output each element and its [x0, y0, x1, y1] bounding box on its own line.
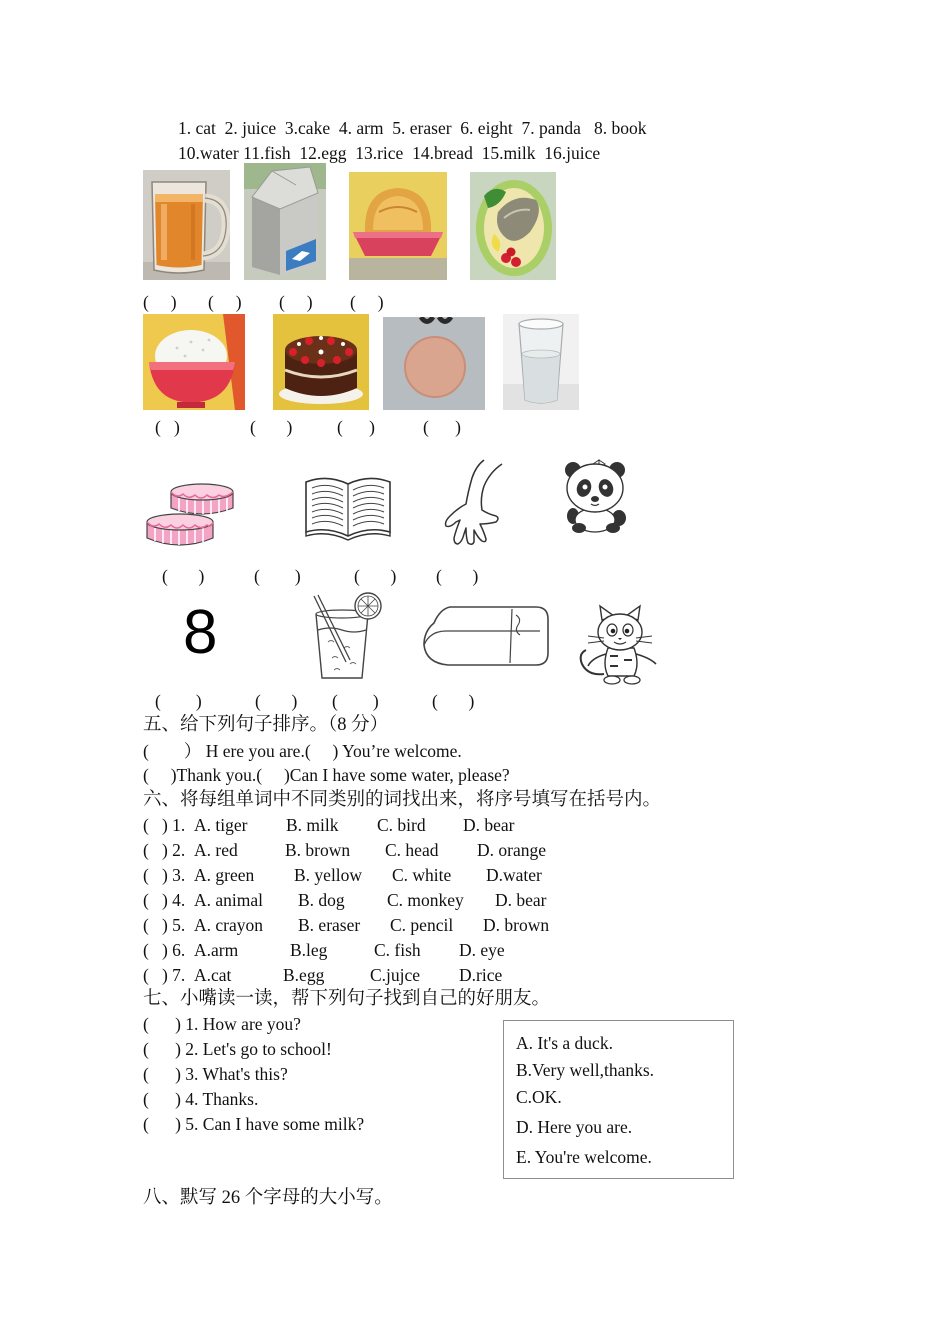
matching-question-5: ( ) 5. Can I have some milk? [143, 1114, 365, 1134]
question-row-5 [143, 914, 663, 936]
option-a: A. tiger [194, 815, 248, 835]
option-d: D. brown [483, 915, 550, 935]
option-d: D.rice [459, 965, 503, 985]
section-5-line-1: ( ） H ere you are.( ) You’re welcome. [143, 741, 462, 761]
answer-bracket: ( ) [337, 417, 375, 437]
answer-bracket: ( ) [332, 691, 379, 711]
arm-drawing [440, 458, 507, 546]
option-c: C.jujce [370, 965, 421, 985]
option-b: B. eraser [298, 915, 361, 935]
option-b: B.leg [290, 940, 328, 960]
option-d: D. eye [459, 940, 505, 960]
number-eight: 8 [183, 598, 218, 667]
answer-bracket: ( ) [155, 417, 180, 437]
answer-bracket: ( ) [432, 691, 475, 711]
answer-bracket: ( ) [279, 292, 313, 312]
word-bank-line-1: 1. cat 2. juice 3.cake 4. arm 5. eraser 6. eight 7. panda 8. book [178, 118, 647, 138]
question-number: ( ) 2. [143, 840, 186, 860]
panda-drawing [555, 458, 635, 534]
option-c: C. monkey [387, 890, 464, 910]
option-a: A. animal [194, 890, 264, 910]
cat-drawing [574, 604, 666, 686]
cakes-drawing [143, 478, 237, 550]
word-bank-line-2: 10.water 11.fish 12.egg 13.rice 14.bread 15.milk 16.juice [178, 143, 601, 163]
option-b: B. brown [285, 840, 351, 860]
answer-bracket: ( ) [254, 566, 301, 586]
section-8-heading: 八、默写 26 个字母的大小写。 [143, 1188, 393, 1208]
question-number: ( ) 7. [143, 965, 186, 985]
egg-picture [383, 317, 485, 410]
question-row-6 [143, 939, 663, 961]
question-row-2 [143, 839, 663, 861]
section-6-heading: 六、将每组单词中不同类别的词找出来，将序号填写在括号内。 [143, 790, 662, 810]
matching-question-2: ( ) 2. Let's go to school! [143, 1039, 332, 1059]
option-a: A. red [194, 840, 238, 860]
section-5-line-2: ( )Thank you.( )Can I have some water, please? [143, 765, 510, 785]
option-c: C. pencil [390, 915, 454, 935]
glass-of-water-picture [503, 314, 579, 410]
question-row-1 [143, 814, 663, 836]
section-5-heading: 五、给下列句子排序。（8 分） [143, 715, 389, 735]
answer-option-d: D. Here you are. [516, 1117, 633, 1137]
question-number: ( ) 5. [143, 915, 186, 935]
book-drawing [303, 470, 393, 542]
juice-glass-drawing [310, 592, 384, 682]
answer-option-b: B.Very well,thanks. [516, 1060, 655, 1080]
question-number: ( ) 3. [143, 865, 186, 885]
milk-carton-picture [244, 163, 326, 280]
question-number: ( ) 1. [143, 815, 186, 835]
question-row-4 [143, 889, 663, 911]
cake-picture [273, 314, 369, 410]
answer-option-a: A. It's a duck. [516, 1033, 613, 1053]
answer-bracket: ( ) [423, 417, 461, 437]
answer-bracket: ( ) [350, 292, 384, 312]
option-b: B.egg [283, 965, 325, 985]
option-b: B. yellow [294, 865, 363, 885]
matching-question-1: ( ) 1. How are you? [143, 1014, 301, 1034]
option-c: C. bird [377, 815, 426, 835]
answer-bracket: ( ) [436, 566, 479, 586]
answer-bracket: ( ) [250, 417, 293, 437]
question-row-3 [143, 864, 663, 886]
answer-option-e: E. You're welcome. [516, 1147, 652, 1167]
answer-options-box [503, 1020, 734, 1179]
rice-bowl-picture [143, 314, 245, 410]
question-number: ( ) 4. [143, 890, 186, 910]
question-number: ( ) 6. [143, 940, 186, 960]
option-c: C. fish [374, 940, 421, 960]
eraser-drawing [420, 601, 552, 669]
option-a: A.arm [194, 940, 239, 960]
answer-bracket: ( ) [255, 691, 298, 711]
option-d: D. orange [477, 840, 547, 860]
answer-bracket: ( ) [208, 292, 242, 312]
answer-bracket: ( ) [354, 566, 397, 586]
option-c: C. white [392, 865, 452, 885]
option-d: D. bear [495, 890, 547, 910]
matching-question-4: ( ) 4. Thanks. [143, 1089, 259, 1109]
section-7-heading: 七、小嘴读一读，帮下列句子找到自己的好朋友。 [143, 989, 551, 1009]
option-a: A. green [194, 865, 255, 885]
option-a: A.cat [194, 965, 232, 985]
question-row-7 [143, 964, 663, 986]
answer-option-c: C.OK. [516, 1087, 562, 1107]
option-b: B. milk [286, 815, 339, 835]
option-a: A. crayon [194, 915, 264, 935]
bread-picture [349, 172, 447, 280]
option-c: C. head [385, 840, 439, 860]
answer-bracket: ( ) [155, 691, 202, 711]
answer-bracket: ( ) [143, 292, 177, 312]
fish-plate-picture [470, 172, 556, 280]
option-b: B. dog [298, 890, 345, 910]
matching-question-3: ( ) 3. What's this? [143, 1064, 288, 1084]
option-d: D. bear [463, 815, 515, 835]
option-d: D.water [486, 865, 542, 885]
answer-bracket: ( ) [162, 566, 205, 586]
juice-mug-picture [143, 170, 230, 280]
